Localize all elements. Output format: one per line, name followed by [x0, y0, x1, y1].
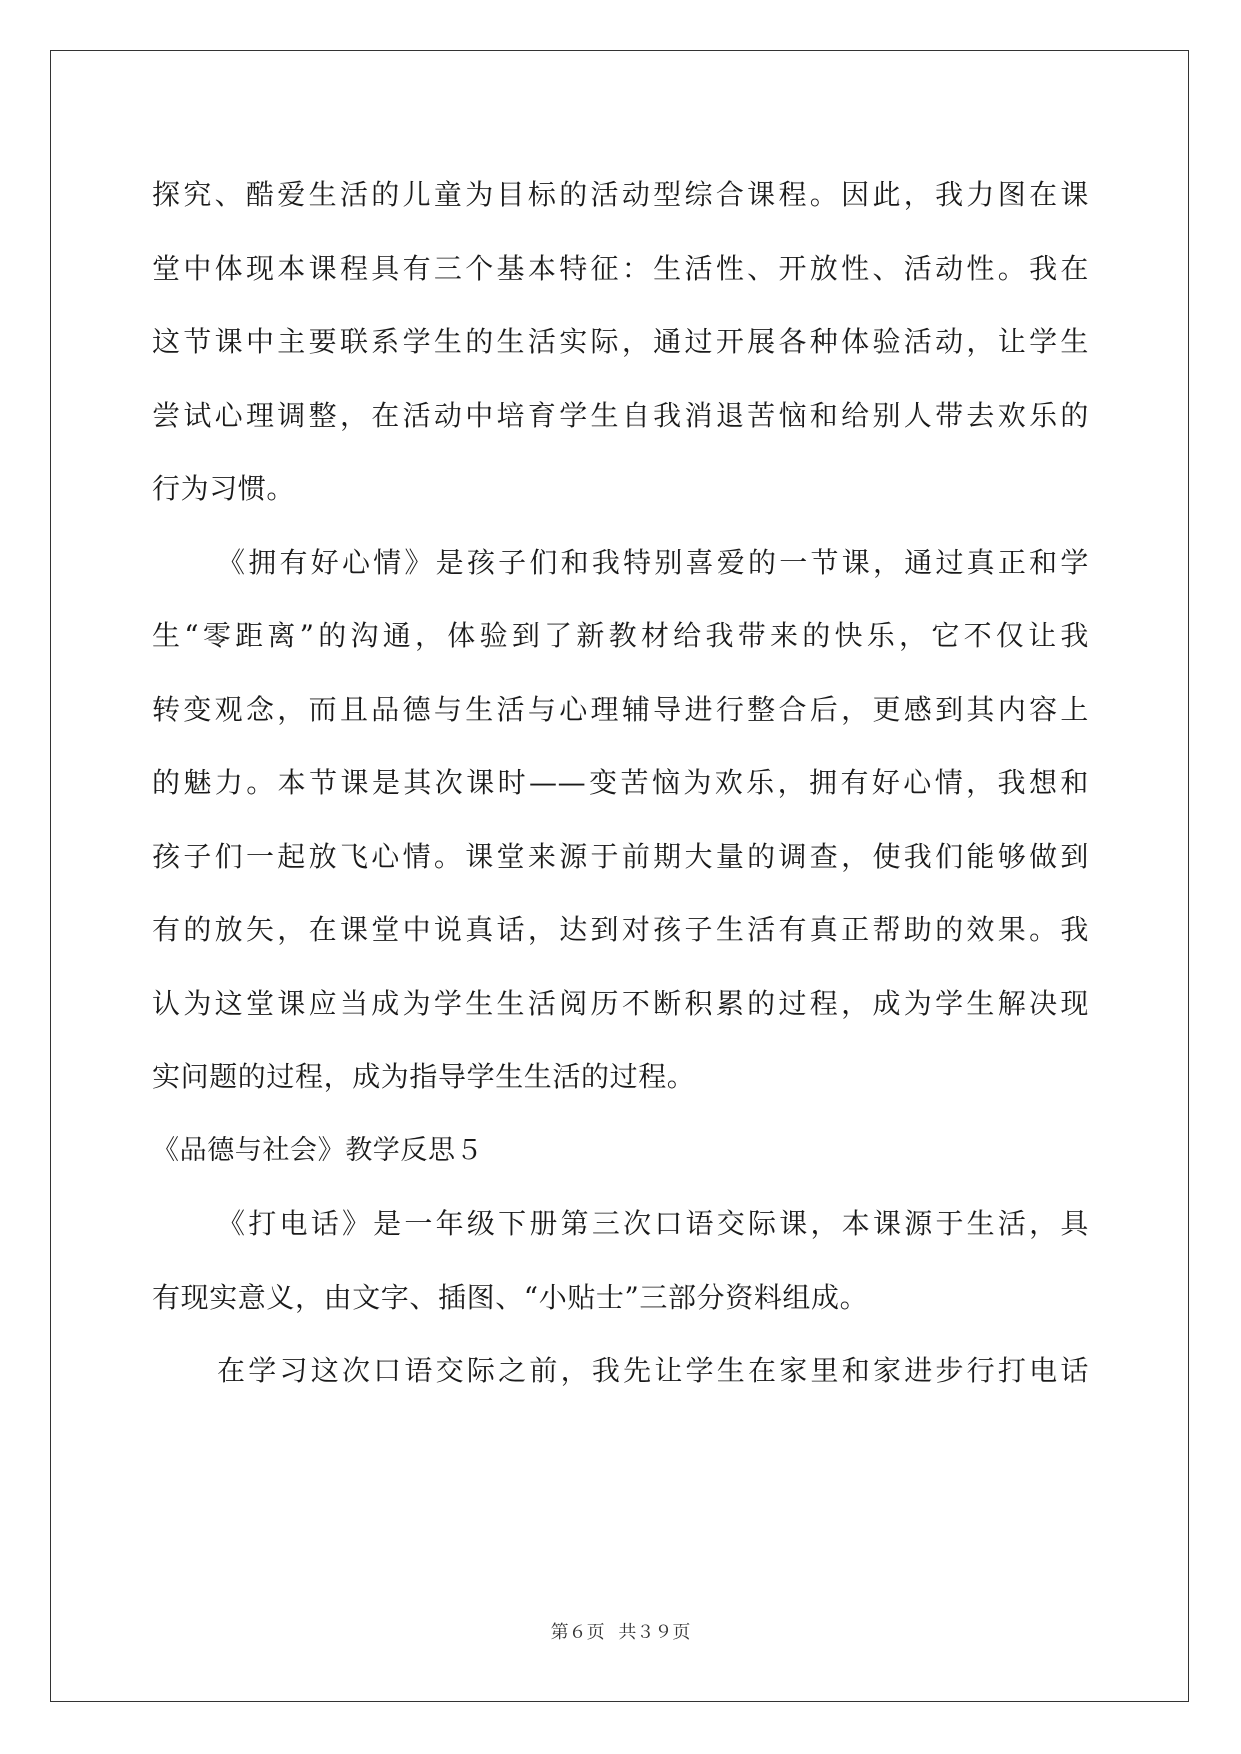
text-line: 有的放矢，在课堂中说真话，达到对孩子生活有真正帮助的效果。我: [152, 913, 1089, 946]
page-number: 第６页: [550, 1622, 605, 1643]
text-line: 孩子们一起放飞心情。课堂来源于前期大量的调查，使我们能够做到: [152, 839, 1089, 873]
text-line: 生“零距离”的沟通，体验到了新教材给我带来的快乐，它不仅让我: [152, 619, 1089, 652]
section-heading: 《品德与社会》教学反思５: [152, 1134, 484, 1166]
text-line: 行为习惯。: [152, 472, 296, 505]
paragraph-start-line: 《打电话》是一年级下册第三次口语交际课，本课源于生活，具: [217, 1207, 1089, 1240]
text-line: 认为这堂课应当成为学生生活阅历不断积累的过程，成为学生解决现: [152, 986, 1089, 1020]
text-line: 的魅力。本节课是其次课时——变苦恼为欢乐，拥有好心情，我想和: [152, 766, 1089, 799]
total-pages: 共３９页: [618, 1622, 691, 1643]
text-line: 实问题的过程，成为指导学生生活的过程。: [152, 1060, 696, 1093]
text-line: 堂中体现本课程具有三个基本特征：生活性、开放性、活动性。我在: [152, 251, 1089, 285]
paragraph-start-line: 在学习这次口语交际之前，我先让学生在家里和家进步行打电话: [217, 1354, 1089, 1387]
page-footer: [0, 1618, 1241, 1644]
document-body: [152, 158, 1089, 1408]
text-line: 探究、酷爱生活的儿童为目标的活动型综合课程。因此，我力图在课: [152, 178, 1089, 211]
text-line: 有现实意义，由文字、插图、“小贴士”三部分资料组成。: [152, 1280, 869, 1314]
text-line: 转变观念，而且品德与生活与心理辅导进行整合后，更感到其内容上: [152, 692, 1089, 726]
text-line: 这节课中主要联系学生的生活实际，通过开展各种体验活动，让学生: [152, 325, 1089, 358]
text-line: 尝试心理调整，在活动中培育学生自我消退苦恼和给别人带去欢乐的: [152, 398, 1089, 432]
paragraph-start-line: 《拥有好心情》是孩子们和我特别喜爱的一节课，通过真正和学: [217, 545, 1089, 579]
